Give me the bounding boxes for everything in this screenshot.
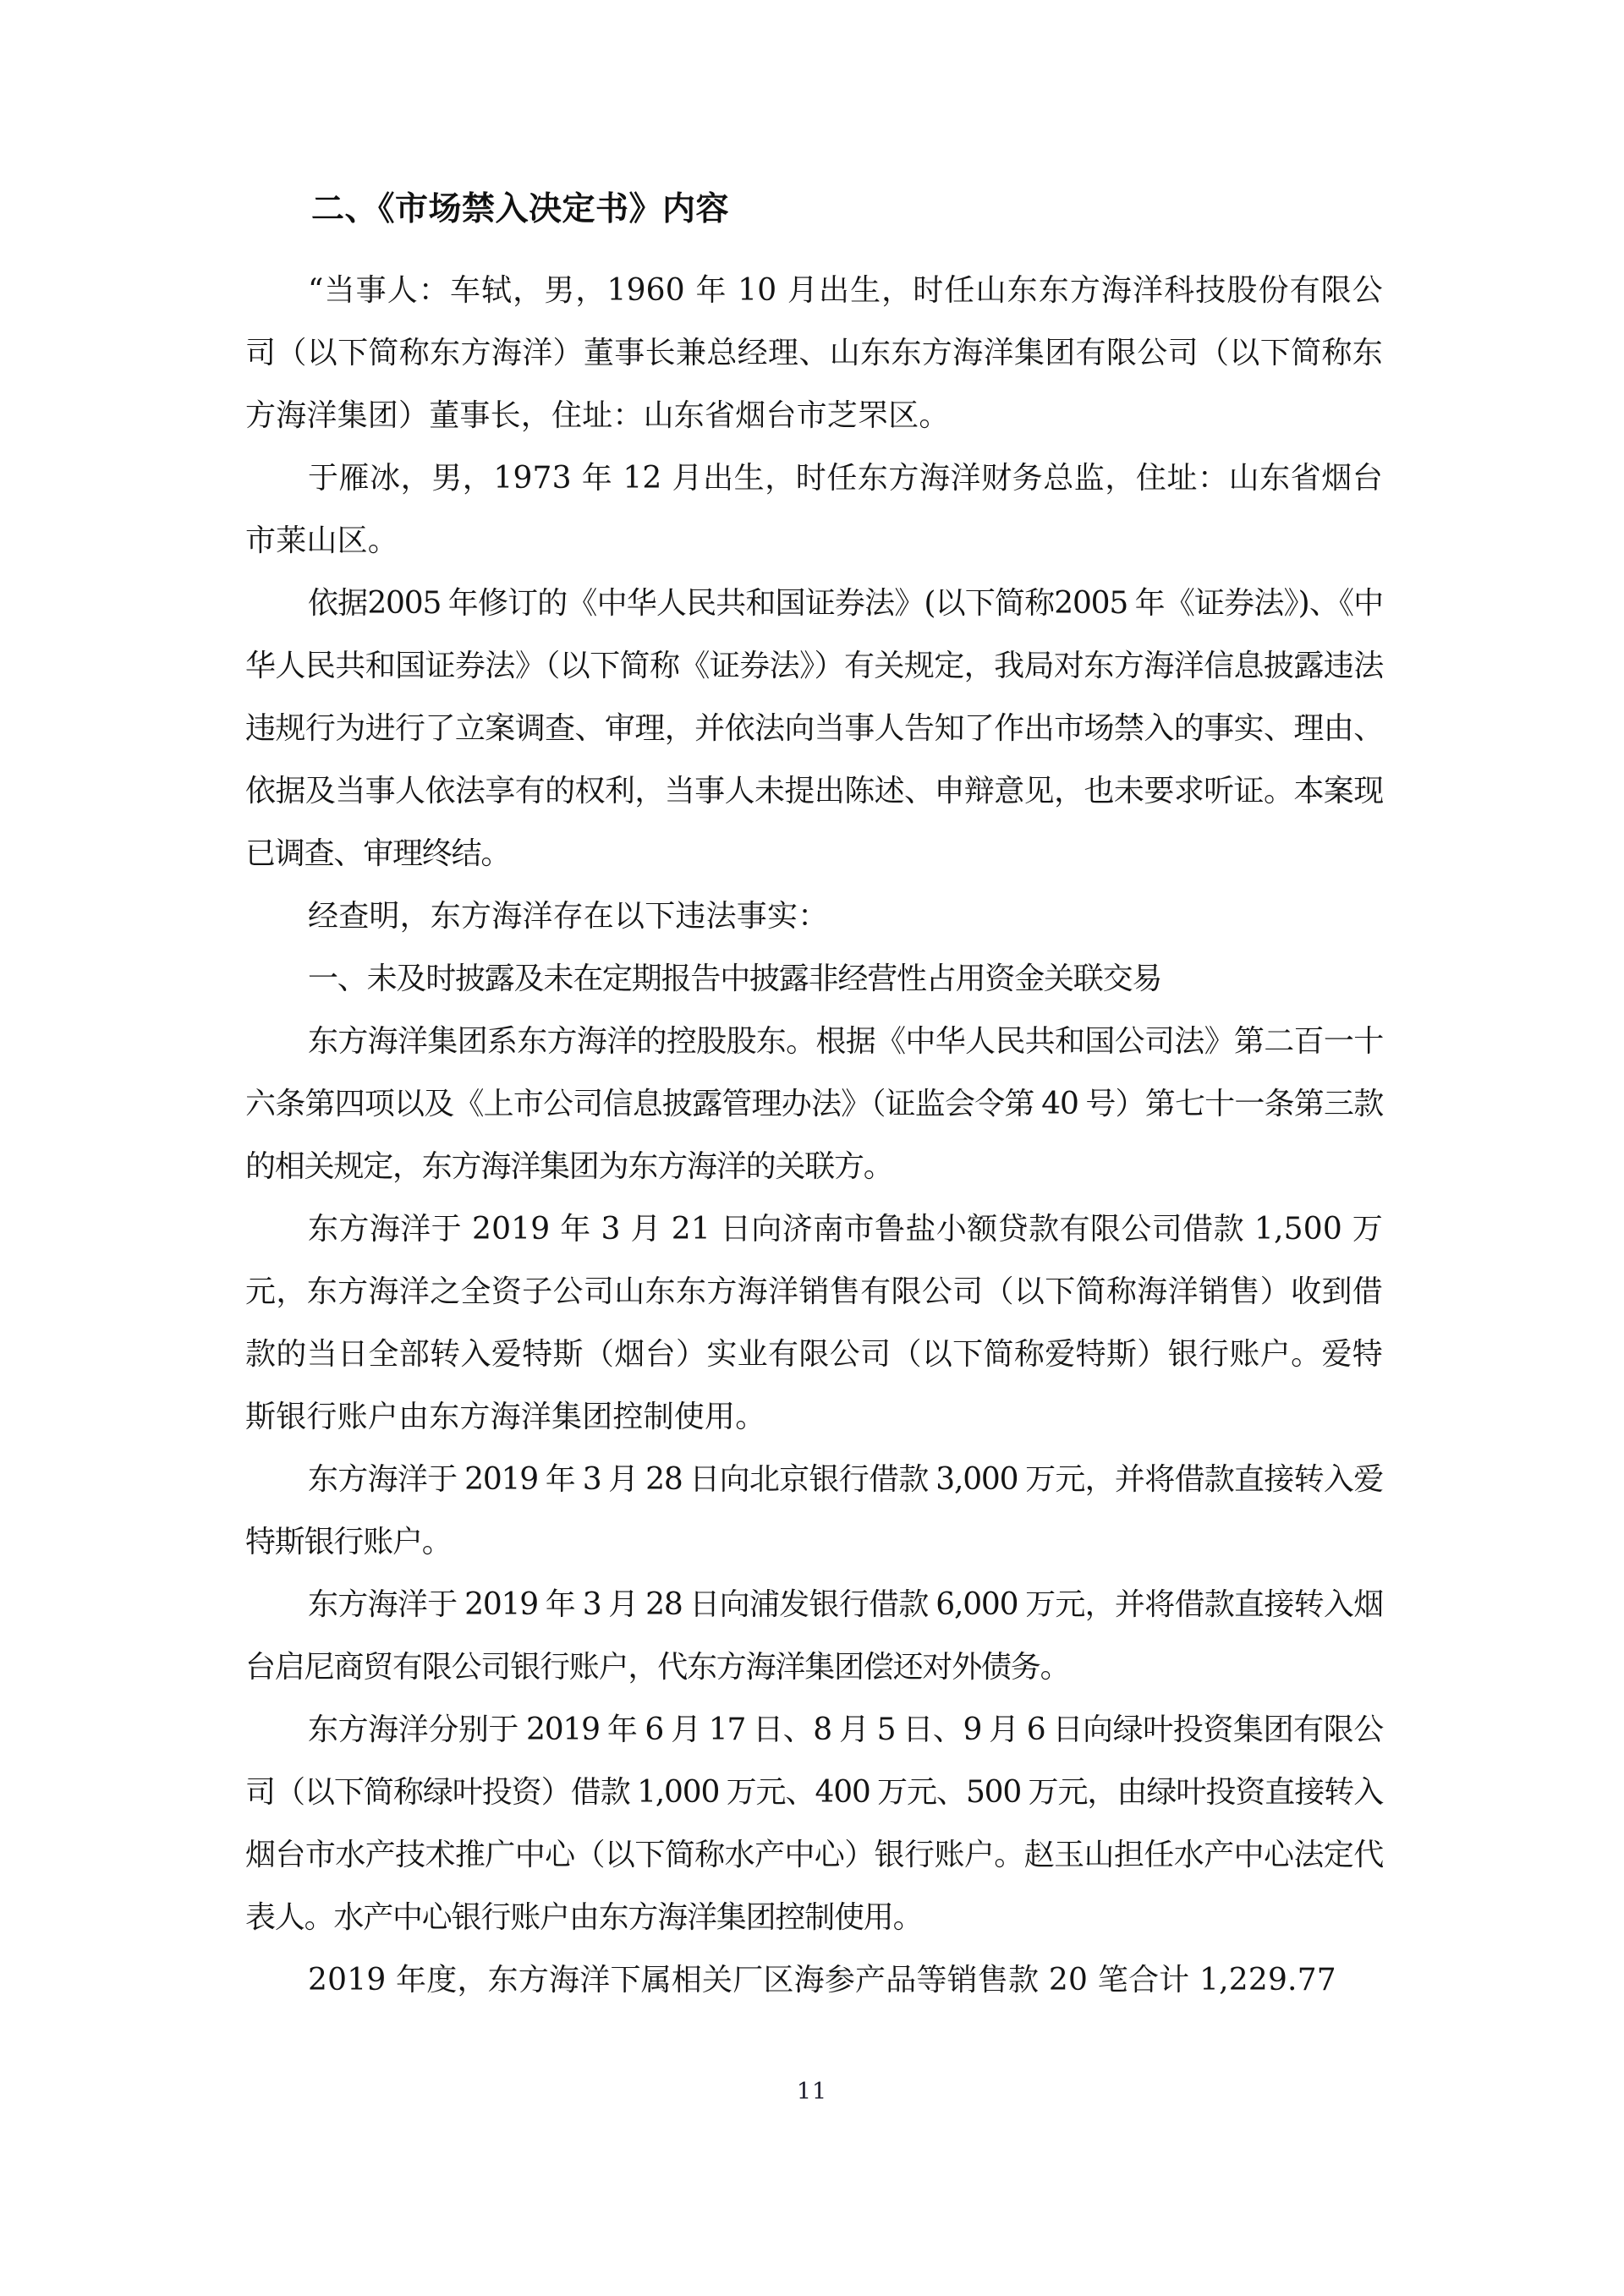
paragraph-violation-one-title: 一、未及时披露及未在定期报告中披露非经营性占用资金关联交易 bbox=[308, 962, 1162, 996]
paragraph-party-yu-yanbing: 于雁冰，男，1973 年 12 月出生，时任东方海洋财务总监，住址：山东省烟台市莱山区。 bbox=[245, 461, 1383, 558]
paragraph-loan-bank-of-beijing: 东方海洋于 2019 年 3 月 28 日向北京银行借款 3,000 万元，并将借款直接转入爱特斯银行账户。 bbox=[245, 1462, 1383, 1559]
section-heading: 二、《市场禁入决定书》内容 bbox=[311, 189, 730, 228]
paragraph-loan-lu-yan: 东方海洋于 2019 年 3 月 21 日向济南市鲁盐小额贷款有限公司借款 1,500 万元，东方海洋之全资子公司山东东方海洋销售有限公司（以下简称海洋销售）收到借款的当日全部转入爱特斯（烟台）实业有限公司（以下简称爱特斯）银行账户。爱特斯银行账户由东方海洋集团控制使用。 bbox=[245, 1212, 1383, 1434]
page-number: 11 bbox=[796, 2079, 828, 2105]
paragraph-sales-2019: 2019 年度，东方海洋下属相关厂区海参产品等销售款 20 笔合计 1,229.77 bbox=[308, 1963, 1336, 1997]
paragraph-party-che-shi: “当事人：车轼，男，1960 年 10 月出生，时任山东东方海洋科技股份有限公司（以下简称东方海洋）董事长兼总经理、山东东方海洋集团有限公司（以下简称东方海洋集团）董事长，住址：山东省烟台市芝罘区。 bbox=[245, 273, 1383, 433]
page-content bbox=[245, 0, 1383, 2012]
paragraph-loan-luye-investment: 东方海洋分别于 2019 年 6 月 17 日、8 月 5 日、9 月 6 日向绿叶投资集团有限公司（以下简称绿叶投资）借款 1,000 万元、400 万元、500 万元，由绿叶投资直接转入烟台市水产技术推广中心（以下简称水产中心）银行账户。赵玉山担任水产中心法定代表人。水产中心银行账户由东方海洋集团控制使用。 bbox=[245, 1712, 1383, 1935]
paragraph-loan-spd-bank: 东方海洋于 2019 年 3 月 28 日向浦发银行借款 6,000 万元，并将借款直接转入烟台启尼商贸有限公司银行账户，代东方海洋集团偿还对外债务。 bbox=[245, 1587, 1383, 1685]
paragraph-findings-intro: 经查明，东方海洋存在以下违法事实： bbox=[308, 899, 829, 934]
paragraph-legal-basis: 依据2005 年修订的《中华人民共和国证券法》(以下简称2005 年《证券法》)、《中华人民共和国证券法》（以下简称《证券法》）有关规定，我局对东方海洋信息披露违法违规行为进行了立案调查、审理，并依法向当事人告知了作出市场禁入的事实、理由、依据及当事人依法享有的权利，当事人未提出陈述、申辩意见，也未要求听证。本案现已调查、审理终结。 bbox=[245, 586, 1383, 871]
paragraph-related-party-basis: 东方海洋集团系东方海洋的控股股东。根据《中华人民共和国公司法》第二百一十六条第四项以及《上市公司信息披露管理办法》（证监会令第 40 号）第七十一条第三款的相关规定，东方海洋集团为东方海洋的关联方。 bbox=[245, 1024, 1383, 1184]
